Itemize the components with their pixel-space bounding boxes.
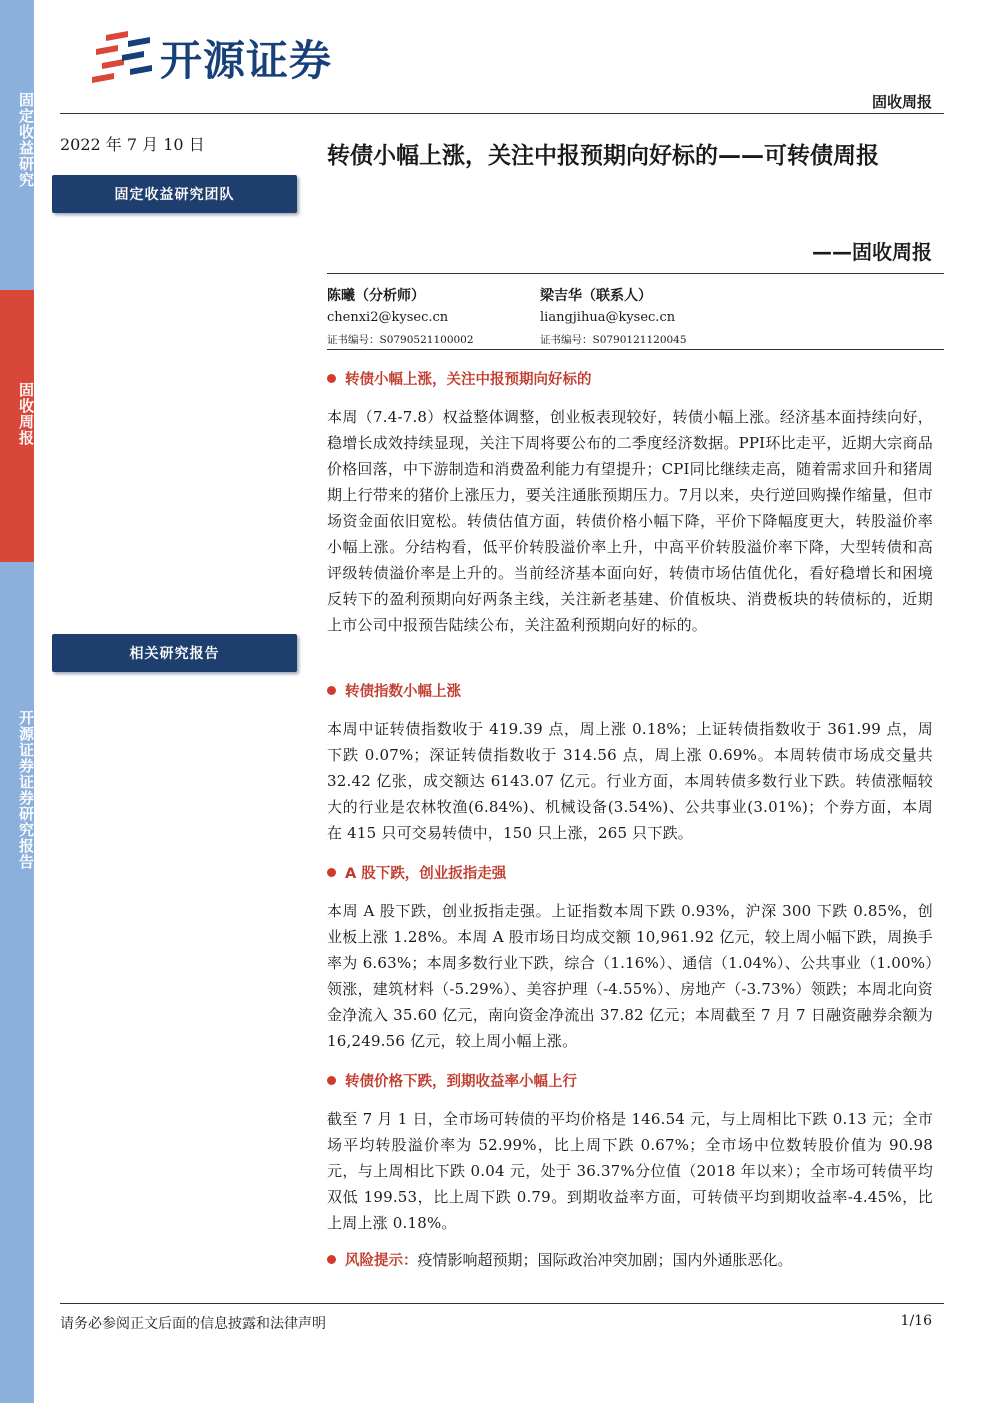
bullet-icon xyxy=(327,868,336,877)
section-body: 本周中证转债指数收于 419.39 点，周上涨 0.18%；上证转债指数收于 361.99 点，周下跌 0.07%；深证转债指数收于 314.56 点，周上涨 0.69%。本周转债市场成交量共 32.42 亿张，成交额达 6143.07 亿元。行业方面，本周转债多数行业下跌。转债涨幅较大的行业是农林牧渔(6.84%)、机械设备(3.54%)、公共事业(3.01%)；个券方面，本周在 415 只可交易转债中，150 只上涨，265 只下跌。 xyxy=(327,720,933,842)
bullet-icon xyxy=(327,1255,336,1264)
footer-disclaimer: 请务必参阅正文后面的信息披露和法律声明 xyxy=(60,1316,326,1332)
author-name: 梁吉华（联系人） xyxy=(540,288,652,304)
sidebar-strip-bottom xyxy=(0,562,34,1403)
team-label: 固定收益研究团队 xyxy=(52,175,297,213)
bullet-icon xyxy=(327,374,336,383)
related-reports-label: 相关研究报告 xyxy=(52,634,297,672)
section-heading-text: 转债指数小幅上涨 xyxy=(345,684,461,700)
bullet-icon xyxy=(327,686,336,695)
section-body: 截至 7 月 1 日，全市场可转债的平均价格是 146.54 元，与上周相比下跌 0.13 元；全市场平均转股溢价率为 52.99%，比上周下跌 0.67%；全市场中位数转股价值为 90.98 元，与上周相比下跌 0.04 元，处于 36.37%分位值（2018 年以来）；全市场可转债平均双低 199.53，比上周下跌 0.79。到期收益率方面，可转债平均到期收益率-4.45%，比上周上涨 0.18%。 xyxy=(327,1110,933,1232)
section-heading xyxy=(327,680,461,701)
author-email[interactable]: liangjihua@kysec.cn xyxy=(540,310,676,325)
report-date: 2022 年 7 月 10 日 xyxy=(60,135,205,154)
author-card xyxy=(540,286,687,348)
brand-name: 开源证券 xyxy=(160,36,333,85)
report-subtitle: ——固收周报 xyxy=(812,240,932,264)
header-divider xyxy=(60,113,944,114)
risk-label: 风险提示： xyxy=(345,1253,418,1269)
author-divider xyxy=(327,349,944,350)
section-heading-text: 转债小幅上涨，关注中报预期向好标的 xyxy=(345,372,592,388)
doc-type-label: 固收周报 xyxy=(871,93,932,111)
brand-logo xyxy=(88,28,332,88)
author-name: 陈曦（分析师） xyxy=(327,288,425,304)
author-cert: 证书编号：S0790521100002 xyxy=(327,334,474,346)
report-title: 转债小幅上涨，关注中报预期向好标的——可转债周报 xyxy=(327,143,879,169)
bullet-icon xyxy=(327,1076,336,1085)
section-heading xyxy=(327,368,592,389)
sidebar-label-top: 固定收益研究 xyxy=(17,92,35,188)
author-email[interactable]: chenxi2@kysec.cn xyxy=(327,310,449,325)
section-body: 本周 A 股下跌，创业扳指走强。上证指数本周下跌 0.93%，沪深 300 下跌 0.85%，创业板上涨 1.28%。本周 A 股市场日均成交额 10,961.92 亿元，较上周小幅下跌，周换手率为 6.63%；本周多数行业下跌，综合（1.16%）、通信（1.04%）、公共事业（1.00%）领涨，建筑材料（-5.29%）、美容护理（-4.55%）、房地产（-3.73%）领跌；本周北向资金净流入 35.60 亿元，南向资金净流出 37.82 亿元；本周截至 7 月 7 日融资融券余额为 16,249.56 亿元，较上周小幅上涨。 xyxy=(327,902,933,1050)
author-card xyxy=(327,286,474,348)
footer-divider xyxy=(60,1303,944,1304)
sidebar-label-middle: 固收周报 xyxy=(17,382,35,446)
sidebar-label-bottom: 开源证券证券研究报告 xyxy=(17,710,35,870)
risk-text: 疫情影响超预期；国际政治冲突加剧；国内外通胀恶化。 xyxy=(417,1251,793,1269)
risk-warning xyxy=(327,1249,793,1270)
section-heading-text: A 股下跌，创业扳指走强 xyxy=(345,866,507,882)
page-number: 1/16 xyxy=(900,1313,932,1329)
section-body: 本周（7.4-7.8）权益整体调整，创业板表现较好，转债小幅上涨。经济基本面持续向好，稳增长成效持续显现，关注下周将要公布的二季度经济数据。PPI环比走平，近期大宗商品价格回落，中下游制造和消费盈利能力有望提升；CPI同比继续走高，随着需求回升和猪周期上行带来的猪价上涨压力，要关注通胀预期压力。7月以来，央行逆回购操作缩量，但市场资金面依旧宽松。转债估值方面，转债价格小幅下降，平价下降幅度更大，转股溢价率小幅上涨。分结构看，低平价转股溢价率上升，中高平价转股溢价率下降，大型转债和高评级转债溢价率是上升的。当前经济基本面向好，转债市场估值优化，看好稳增长和困境反转下的盈利预期向好两条主线，关注新老基建、价值板块、消费板块的转债标的，近期上市公司中报预告陆续公布，关注盈利预期向好的标的。 xyxy=(327,408,933,634)
title-divider xyxy=(327,273,944,274)
section-heading xyxy=(327,862,506,883)
author-cert: 证书编号：S0790121120045 xyxy=(540,334,687,346)
section-heading xyxy=(327,1070,577,1091)
brand-mark-icon xyxy=(88,29,154,87)
section-heading-text: 转债价格下跌，到期收益率小幅上行 xyxy=(345,1074,577,1090)
